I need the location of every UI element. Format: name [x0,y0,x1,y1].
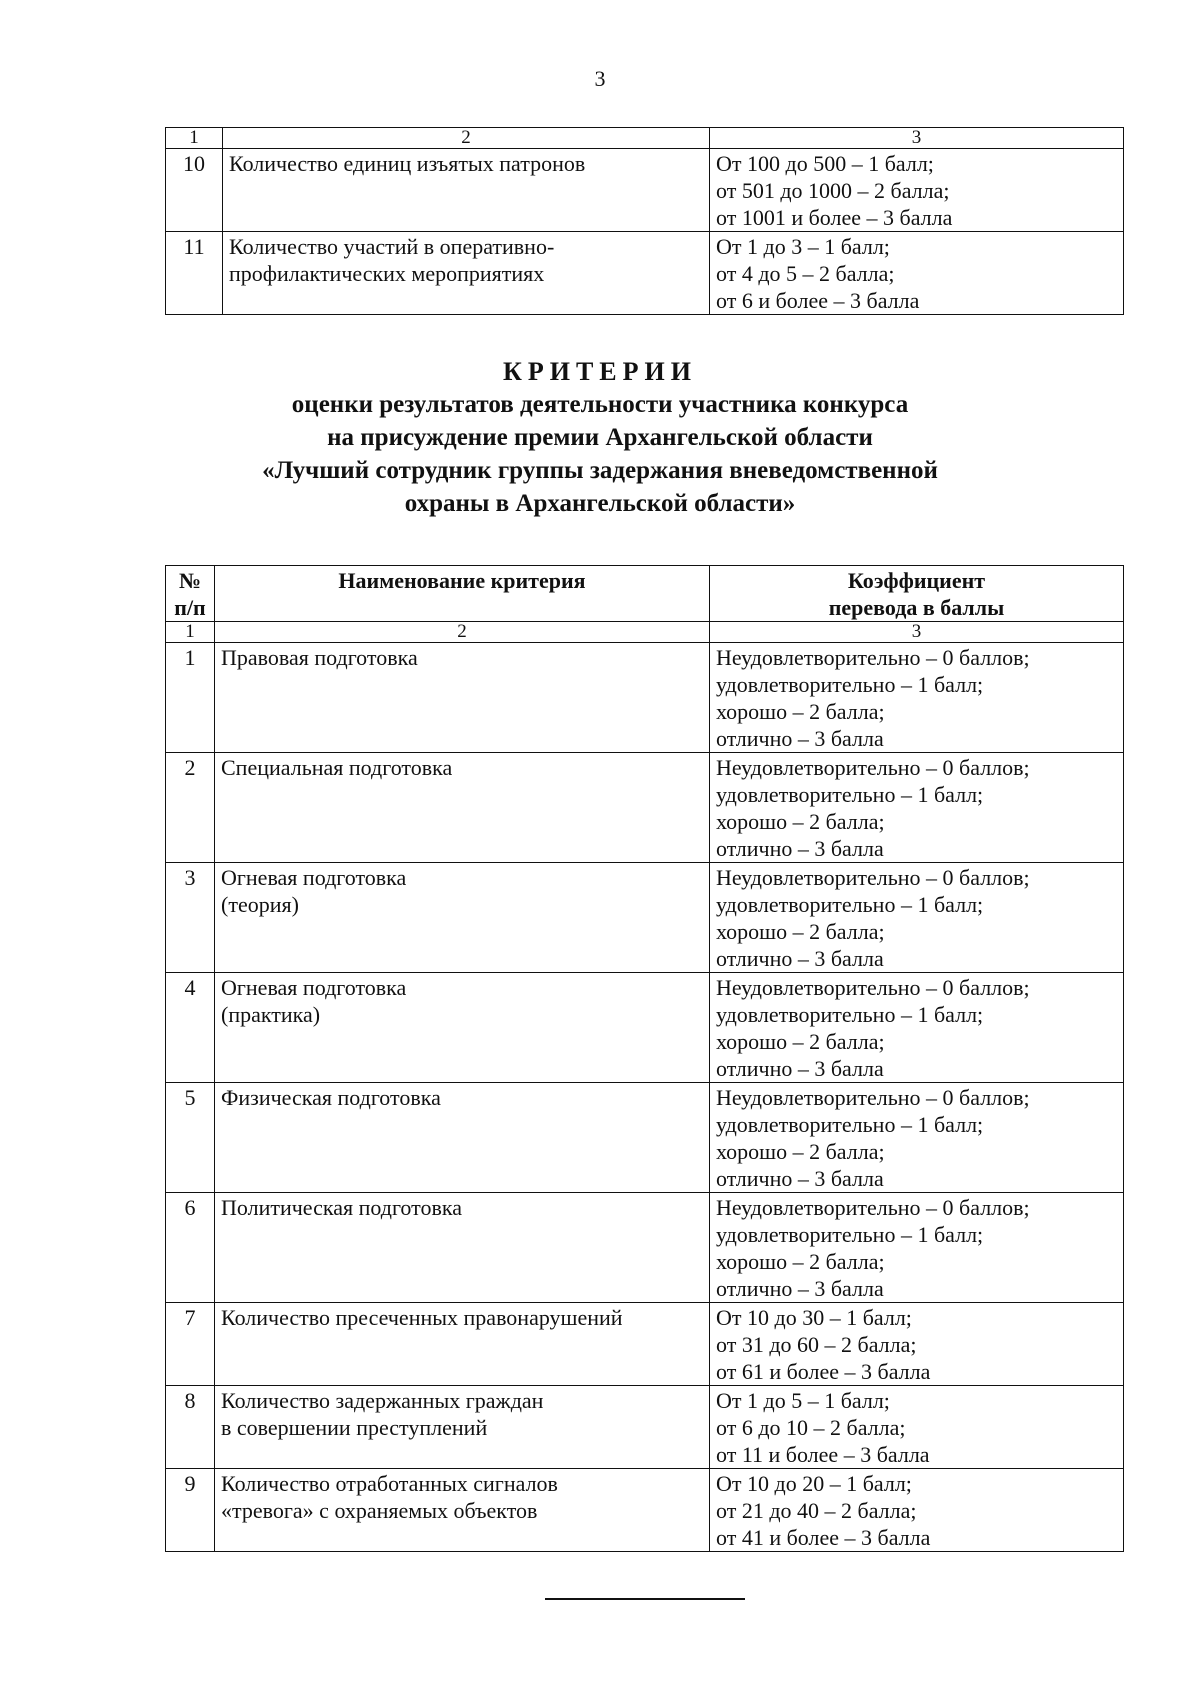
index-cell-3: 3 [710,622,1124,643]
table-row [166,1303,1124,1386]
table-index-row [166,622,1124,643]
row-number: 6 [166,1193,215,1303]
score-rule-line: удовлетворительно – 1 балл; [716,892,984,917]
criterion-name-line: Количество задержанных граждан [221,1388,544,1413]
criteria-table [165,565,1124,1552]
index-cell-2: 2 [223,128,710,149]
criterion-name [223,149,710,232]
row-number: 7 [166,1303,215,1386]
header-name: Наименование критерия [215,566,710,622]
criterion-name-line: в совершении преступлений [221,1415,488,1440]
criterion-name-line: (практика) [221,1002,321,1027]
closing-rule [545,1598,745,1600]
score-rule-line: От 1 до 5 – 1 балл; [716,1388,890,1413]
criterion-name-line: Количество пресеченных правонарушений [221,1305,623,1330]
criterion-name [215,863,710,973]
score-rule-line: от 11 и более – 3 балла [716,1442,930,1467]
criterion-name-line: Огневая подготовка [221,865,407,890]
score-rule-line: отлично – 3 балла [716,726,884,751]
score-rule-line: удовлетворительно – 1 балл; [716,672,984,697]
score-rule-line: отлично – 3 балла [716,1056,884,1081]
score-rule [710,753,1124,863]
row-number: 3 [166,863,215,973]
header-score [710,566,1124,622]
criterion-name-line: Политическая подготовка [221,1195,462,1220]
row-number: 2 [166,753,215,863]
criteria-table-continued [165,127,1124,315]
score-rule-line: отлично – 3 балла [716,1166,884,1191]
header-num-line: п/п [174,595,206,620]
score-rule-line: От 1 до 3 – 1 балл; [716,234,890,259]
score-rule-line: хорошо – 2 балла; [716,1249,885,1274]
table-row [166,149,1124,232]
table-body [166,128,1124,315]
score-rule-line: Неудовлетворительно – 0 баллов; [716,1195,1030,1220]
score-rule-line: Неудовлетворительно – 0 баллов; [716,975,1030,1000]
page-number: 3 [594,66,606,91]
criterion-name [215,1083,710,1193]
score-rule-line: от 31 до 60 – 2 балла; [716,1332,917,1357]
table-row [166,863,1124,973]
index-cell-3: 3 [710,128,1124,149]
score-rule [710,1386,1124,1469]
table-row [166,753,1124,863]
row-number: 8 [166,1386,215,1469]
criterion-name-line: Специальная подготовка [221,755,453,780]
score-rule-line: от 1001 и более – 3 балла [716,205,953,230]
score-rule-line: отлично – 3 балла [716,946,884,971]
table-row [166,1083,1124,1193]
score-rule-line: От 10 до 20 – 1 балл; [716,1471,912,1496]
table-body [166,566,1124,1552]
heading-line: оценки результатов деятельности участника конкурса [291,391,909,418]
row-number: 1 [166,643,215,753]
index-cell-1: 1 [166,128,223,149]
score-rule-line: хорошо – 2 балла; [716,809,885,834]
table-row [166,232,1124,315]
score-rule-line: от 4 до 5 – 2 балла; [716,261,895,286]
index-cell-2: 2 [215,622,710,643]
criterion-name [215,643,710,753]
score-rule-line: удовлетворительно – 1 балл; [716,1002,984,1027]
criterion-name-line: Количество участий в оперативно- [229,234,555,259]
score-rule-line: Неудовлетворительно – 0 баллов; [716,755,1030,780]
score-rule-line: хорошо – 2 балла; [716,1029,885,1054]
criterion-name-line: профилактических мероприятиях [229,261,545,286]
header-score-line: перевода в баллы [828,595,1005,620]
table-row [166,1469,1124,1552]
row-number: 10 [166,149,223,232]
criterion-name [215,1386,710,1469]
heading-line: охраны в Архангельской области» [404,490,796,517]
score-rule-line: хорошо – 2 балла; [716,1139,885,1164]
criteria-heading [0,355,1200,520]
criterion-name-line: Правовая подготовка [221,645,418,670]
score-rule [710,1193,1124,1303]
row-number: 9 [166,1469,215,1552]
row-number: 11 [166,232,223,315]
score-rule-line: От 10 до 30 – 1 балл; [716,1305,912,1330]
criterion-name-line: (теория) [221,892,299,917]
score-rule [710,1303,1124,1386]
score-rule-line: удовлетворительно – 1 балл; [716,1222,984,1247]
criterion-name [215,1469,710,1552]
heading-title: КРИТЕРИИ [503,357,697,386]
table-row [166,643,1124,753]
criterion-name [215,973,710,1083]
score-rule-line: От 100 до 500 – 1 балл; [716,151,934,176]
score-rule-line: от 41 и более – 3 балла [716,1525,931,1550]
score-rule-line: от 501 до 1000 – 2 балла; [716,178,950,203]
score-rule [710,1083,1124,1193]
row-number: 5 [166,1083,215,1193]
score-rule-line: хорошо – 2 балла; [716,699,885,724]
score-rule-line: удовлетворительно – 1 балл; [716,782,984,807]
score-rule-line: от 21 до 40 – 2 балла; [716,1498,917,1523]
score-rule [710,863,1124,973]
criterion-name-line: Физическая подготовка [221,1085,441,1110]
criterion-name [215,1193,710,1303]
score-rule-line: хорошо – 2 балла; [716,919,885,944]
table-row [166,973,1124,1083]
score-rule-line: отлично – 3 балла [716,1276,884,1301]
score-rule-line: удовлетворительно – 1 балл; [716,1112,984,1137]
score-rule-line: от 61 и более – 3 балла [716,1359,931,1384]
criterion-name-line: Огневая подготовка [221,975,407,1000]
header-num-line: № [178,568,202,593]
header-score-line: Коэффициент [847,568,986,593]
score-rule-line: от 6 до 10 – 2 балла; [716,1415,906,1440]
criterion-name [223,232,710,315]
score-rule [710,643,1124,753]
score-rule-line: отлично – 3 балла [716,836,884,861]
criterion-name [215,1303,710,1386]
table-row [166,1386,1124,1469]
criterion-name-line: Количество отработанных сигналов [221,1471,558,1496]
table-index-row [166,128,1124,149]
score-rule-line: Неудовлетворительно – 0 баллов; [716,865,1030,890]
heading-line: «Лучший сотрудник группы задержания вневедомственной [262,457,938,484]
score-rule [710,1469,1124,1552]
score-rule [710,149,1124,232]
score-rule-line: Неудовлетворительно – 0 баллов; [716,1085,1030,1110]
header-num [166,566,215,622]
criterion-name-line: «тревога» с охраняемых объектов [221,1498,538,1523]
row-number: 4 [166,973,215,1083]
score-rule [710,973,1124,1083]
table-header-row [166,566,1124,622]
criterion-name [215,753,710,863]
table-row [166,1193,1124,1303]
criterion-name-line: Количество единиц изъятых патронов [229,151,586,176]
score-rule [710,232,1124,315]
score-rule-line: от 6 и более – 3 балла [716,288,920,313]
score-rule-line: Неудовлетворительно – 0 баллов; [716,645,1030,670]
heading-line: на присуждение премии Архангельской области [327,424,873,451]
index-cell-1: 1 [166,622,215,643]
